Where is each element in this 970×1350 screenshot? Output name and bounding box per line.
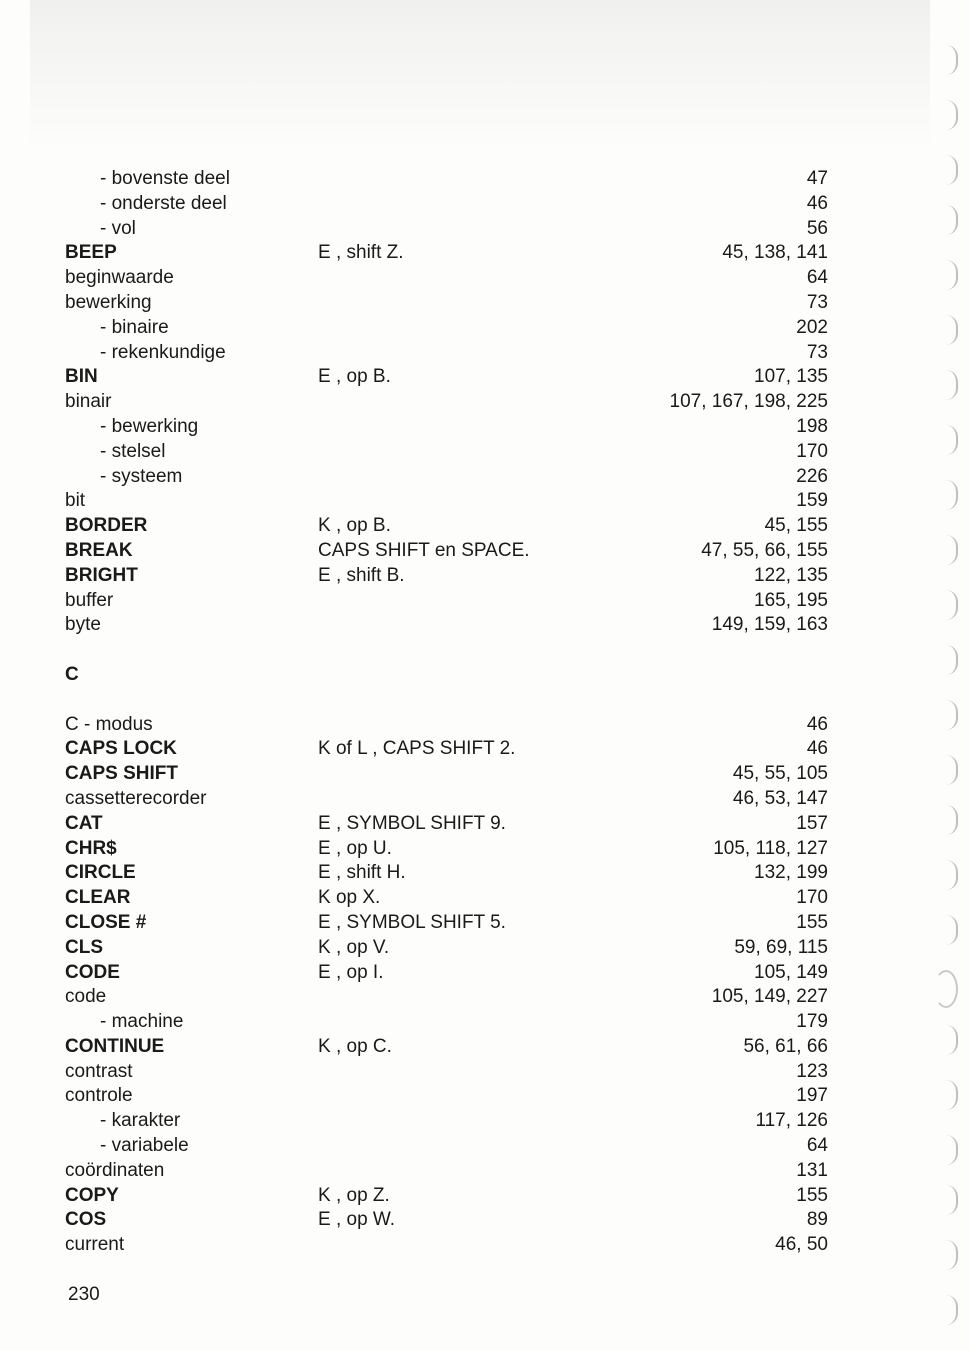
index-entry bbox=[0, 217, 970, 242]
index-term: - bovenste deel bbox=[100, 168, 230, 189]
key-combination: K op X. bbox=[318, 887, 381, 909]
index-term: CHR$ bbox=[65, 837, 117, 859]
page-references: 47, 55, 66, 155 bbox=[701, 539, 828, 561]
index-entry bbox=[0, 589, 970, 614]
index-term: byte bbox=[65, 614, 101, 636]
index-term: CAPS SHIFT bbox=[65, 763, 178, 785]
binding-hole bbox=[942, 155, 958, 185]
page-references: 157 bbox=[796, 812, 828, 834]
index-term: - stelsel bbox=[100, 440, 166, 462]
key-combination: CAPS SHIFT en SPACE. bbox=[318, 539, 530, 561]
index-entry bbox=[0, 713, 970, 738]
index-term: CONTINUE bbox=[65, 1035, 165, 1057]
index-term: BEEP bbox=[65, 242, 117, 264]
index-term: bit bbox=[65, 490, 86, 512]
key-combination: K , op B. bbox=[318, 515, 391, 537]
index-entry bbox=[0, 1084, 970, 1109]
index-entry bbox=[0, 415, 970, 440]
index-term: - vol bbox=[100, 217, 136, 239]
index-entry bbox=[0, 390, 970, 415]
index-term: C - modus bbox=[65, 713, 153, 735]
index-term: COPY bbox=[65, 1184, 119, 1206]
binding-hole bbox=[942, 915, 958, 945]
page-references: 198 bbox=[796, 415, 828, 437]
index-term: CAT bbox=[65, 812, 103, 834]
binding-hole bbox=[942, 1185, 958, 1215]
index-entry bbox=[0, 465, 970, 490]
key-combination: E , op I. bbox=[318, 961, 384, 983]
index-entry bbox=[0, 489, 970, 514]
index-term: BORDER bbox=[65, 515, 148, 537]
page-references: 155 bbox=[796, 911, 828, 933]
index-term: CAPS LOCK bbox=[65, 738, 177, 760]
index-term: buffer bbox=[65, 589, 114, 611]
key-combination: K , op C. bbox=[318, 1035, 392, 1057]
index-term: - rekenkundige bbox=[100, 341, 226, 363]
index-term: - karakter bbox=[100, 1110, 181, 1132]
index-term: beginwaarde bbox=[65, 267, 174, 289]
index-entry bbox=[0, 1010, 970, 1035]
index-term: code bbox=[65, 986, 107, 1008]
binding-hole bbox=[942, 100, 958, 130]
binding-hole bbox=[942, 1295, 958, 1325]
index-term: bewerking bbox=[65, 291, 152, 313]
index-term: - binaire bbox=[100, 316, 169, 338]
binding-hole bbox=[942, 205, 958, 235]
page-references: 45, 138, 141 bbox=[722, 242, 828, 264]
index-entry bbox=[0, 539, 970, 564]
index-entry bbox=[0, 1233, 970, 1258]
index-entry bbox=[0, 266, 970, 291]
index-term: current bbox=[65, 1234, 125, 1256]
page-references: 132, 199 bbox=[754, 862, 828, 884]
index-term: CODE bbox=[65, 961, 120, 983]
page-references: 46 bbox=[806, 192, 828, 214]
binding-hole bbox=[942, 480, 958, 510]
index-term: contrast bbox=[65, 1060, 133, 1082]
index-term: - variabele bbox=[100, 1135, 189, 1157]
binding-hole bbox=[942, 535, 958, 565]
key-combination: E , op B. bbox=[318, 366, 391, 388]
binding-hole bbox=[942, 1025, 958, 1055]
index-term: CLS bbox=[65, 936, 103, 958]
index-entry bbox=[0, 514, 970, 539]
page-references: 197 bbox=[796, 1085, 828, 1107]
index-term: - onderste deel bbox=[100, 192, 227, 214]
key-combination: K , op Z. bbox=[318, 1184, 390, 1206]
index-entry bbox=[0, 886, 970, 911]
page-references: 46 bbox=[806, 713, 828, 735]
index-term: - machine bbox=[100, 1011, 184, 1033]
page-references: 64 bbox=[806, 1135, 828, 1157]
index-entry bbox=[0, 564, 970, 589]
index-term: cassetterecorder bbox=[65, 787, 207, 809]
index-term: controle bbox=[65, 1085, 133, 1107]
index-entry bbox=[0, 812, 970, 837]
index-entry bbox=[0, 961, 970, 986]
page-references: 122, 135 bbox=[754, 564, 828, 586]
key-combination: E , op W. bbox=[318, 1209, 396, 1231]
page-references: 105, 149 bbox=[754, 961, 828, 983]
page-references: 117, 126 bbox=[755, 1110, 828, 1132]
page-references: 46, 53, 147 bbox=[732, 787, 828, 809]
page-references: 46, 50 bbox=[775, 1234, 828, 1256]
key-combination: E , SYMBOL SHIFT 9. bbox=[318, 812, 506, 834]
binding-hole bbox=[942, 1240, 958, 1270]
page-references: 226 bbox=[796, 465, 828, 487]
key-combination: E , shift B. bbox=[318, 564, 405, 586]
index-entry bbox=[0, 787, 970, 812]
page-references: 105, 149, 227 bbox=[711, 986, 828, 1008]
page-references: 89 bbox=[806, 1209, 828, 1231]
index-entry bbox=[0, 663, 970, 688]
page-references: 123 bbox=[796, 1060, 828, 1082]
binding-hole bbox=[942, 590, 958, 620]
key-combination: E , shift H. bbox=[318, 862, 406, 884]
binding-hole bbox=[942, 45, 958, 75]
page-references: 107, 167, 198, 225 bbox=[669, 391, 828, 413]
page-references: 131 bbox=[796, 1159, 828, 1181]
index-term: CLEAR bbox=[65, 887, 131, 909]
binding-hole bbox=[942, 1080, 958, 1110]
page-references: 149, 159, 163 bbox=[711, 614, 828, 636]
index-term: - bewerking bbox=[100, 415, 199, 437]
binding-hole bbox=[942, 645, 958, 675]
index-term: binair bbox=[65, 391, 112, 413]
index-entry bbox=[0, 1109, 970, 1134]
index-entry bbox=[0, 1134, 970, 1159]
binding-hole bbox=[942, 315, 958, 345]
index-entry bbox=[0, 861, 970, 886]
index-entry bbox=[0, 638, 970, 663]
key-combination: K , op V. bbox=[318, 936, 390, 958]
index-entry bbox=[0, 985, 970, 1010]
page-references: 107, 135 bbox=[754, 366, 828, 388]
page-references: 73 bbox=[806, 291, 828, 313]
index-entry bbox=[0, 737, 970, 762]
index-term: C bbox=[65, 663, 79, 685]
index-entry bbox=[0, 911, 970, 936]
index-entry bbox=[0, 762, 970, 787]
binding-hole bbox=[942, 260, 958, 290]
index-term: BRIGHT bbox=[65, 564, 138, 586]
index-entry bbox=[0, 365, 970, 390]
page-references: 165, 195 bbox=[754, 589, 828, 611]
page-references: 202 bbox=[796, 316, 828, 338]
show-through-shadow bbox=[30, 0, 930, 150]
page-references: 179 bbox=[796, 1011, 828, 1033]
page-references: 73 bbox=[806, 341, 828, 363]
index-term: coördinaten bbox=[65, 1159, 165, 1181]
page-references: 159 bbox=[796, 490, 828, 512]
index-entry bbox=[0, 1159, 970, 1184]
page-references: 45, 55, 105 bbox=[732, 763, 828, 785]
page-references: 45, 155 bbox=[764, 515, 828, 537]
index-term: BREAK bbox=[65, 539, 133, 561]
page-references: 47 bbox=[806, 168, 828, 189]
index-entry bbox=[0, 341, 970, 366]
key-combination: E , op U. bbox=[318, 837, 392, 859]
index-entry bbox=[0, 936, 970, 961]
key-combination: K of L , CAPS SHIFT 2. bbox=[318, 738, 516, 760]
index-entry bbox=[0, 192, 970, 217]
page-references: 170 bbox=[796, 440, 828, 462]
binding-hole bbox=[942, 1135, 958, 1165]
binding-hole bbox=[942, 425, 958, 455]
binding-hole bbox=[934, 970, 958, 1008]
index-term: - systeem bbox=[100, 465, 183, 487]
index-list bbox=[0, 167, 970, 1258]
binding-hole bbox=[942, 860, 958, 890]
page-number: 230 bbox=[68, 1284, 100, 1305]
page-references: 64 bbox=[806, 267, 828, 289]
index-entry bbox=[0, 440, 970, 465]
binding-hole bbox=[942, 370, 958, 400]
binding-hole bbox=[942, 805, 958, 835]
index-entry bbox=[0, 167, 970, 192]
index-entry bbox=[0, 316, 970, 341]
index-entry bbox=[0, 1060, 970, 1085]
index-entry bbox=[0, 1184, 970, 1209]
index-term: CLOSE # bbox=[65, 911, 147, 933]
page-references: 46 bbox=[806, 738, 828, 760]
binding-hole bbox=[942, 700, 958, 730]
index-term: CIRCLE bbox=[65, 862, 136, 884]
page-references: 56, 61, 66 bbox=[743, 1035, 828, 1057]
page-references: 105, 118, 127 bbox=[713, 837, 828, 859]
key-combination: E , SYMBOL SHIFT 5. bbox=[318, 911, 506, 933]
index-entry bbox=[0, 241, 970, 266]
index-entry bbox=[0, 1208, 970, 1233]
page-references: 59, 69, 115 bbox=[734, 936, 828, 958]
key-combination: E , shift Z. bbox=[318, 242, 404, 264]
index-entry bbox=[0, 1035, 970, 1060]
index-entry bbox=[0, 688, 970, 713]
page-references: 170 bbox=[796, 887, 828, 909]
page-references: 56 bbox=[806, 217, 828, 239]
index-term: COS bbox=[65, 1209, 107, 1231]
index-entry bbox=[0, 837, 970, 862]
index-term: BIN bbox=[65, 366, 98, 388]
page-references: 155 bbox=[796, 1184, 828, 1206]
binding-hole bbox=[942, 755, 958, 785]
index-entry bbox=[0, 613, 970, 638]
index-entry bbox=[0, 291, 970, 316]
binding-holes bbox=[918, 40, 958, 1340]
